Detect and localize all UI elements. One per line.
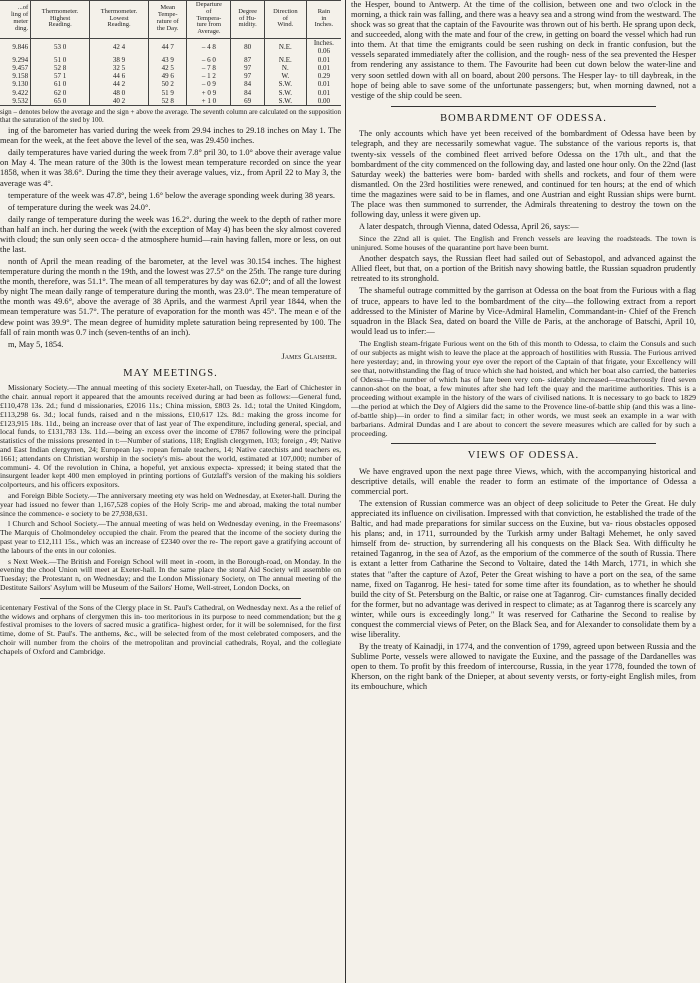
paragraph: of temperature during the week was 24.0°. bbox=[8, 202, 151, 212]
table-cell: 69 bbox=[231, 97, 265, 106]
table-row bbox=[0, 64, 341, 72]
column-rule bbox=[345, 0, 346, 983]
table-cell: 49 6 bbox=[148, 72, 186, 80]
table-cell: 48 0 bbox=[90, 89, 149, 97]
left-column bbox=[0, 0, 341, 983]
section-divider bbox=[391, 106, 656, 107]
weather-note: sign – denotes below the average and the sign + above the average. The seventh column are calculated on the supposition that the saturation of the sted by 100. bbox=[0, 108, 341, 125]
may-meetings-text bbox=[0, 384, 341, 592]
may-meetings-heading: MAY MEETINGS. bbox=[123, 367, 218, 379]
paragraph: s Next Week.—The British and Foreign School will meet in -room, in the Borough-road, on Monday. In the evening the chool Union will meet at Exeter-hall. In the same place the storal Aid Society will assemble on Tuesday; the Protestant n, on Wednesday; and the London Missionary Society, on The annual meeting of the Destitute Sailors' Asylum will be Museum of the Sailors' Home, Well-street, London Docks, on bbox=[0, 556, 341, 592]
table-row bbox=[0, 39, 341, 56]
table-cell: 0.01 bbox=[306, 64, 341, 72]
table-cell: W. bbox=[264, 72, 306, 80]
section-divider bbox=[391, 443, 656, 444]
paragraph: The only accounts which have yet been received of the bombardment of Odessa have been by telegraph, and they are necessarily somewhat vague. The substance of the various reports is, that twenty-six vessels of the combined fleet arrived before Odessa on the 17th ult., and that the bombardment of the city commenced on the following day, and lasted one hour only. On the 22nd (last Saturday week) the batteries were bom- barded with shells and rockets, and four of them were dismantled. On the 23rd hostilities were renewed, and continued for ten hours; at the end of which time the magazines were said to be in flames, and one Austrian and eight Russian ships were burnt. The place was then summoned to surrender, the Admirals threatening to destroy the town on the following day, unless it were given up. bbox=[351, 129, 696, 219]
paragraph: l Church and School Society.—The annual meeting of was held on Wednesday evening, in the Freemasons' The Marquis of Cholmondeley occupied the chair. From the peared that the income of the society during the past year to £12,111 15s., which was an increase of £2340 over the re- The report gave a gratifying account of the labours of the ents in our colonies. bbox=[0, 519, 341, 555]
table-cell: 0.01 bbox=[306, 89, 341, 97]
odessa-heading: BOMBARDMENT OF ODESSA. bbox=[440, 112, 607, 124]
paragraph: Missionary Society.—The annual meeting of this society Exeter-hall, on Tuesday, the Earl of Chichester in the chair. annual report it appeared that the amounts received during ar had been as follows:—General fund, £110,478 13s. 2d.; fund d missionaries, £2016 11s.; China mission, £803 2s. 1d.; total the United Kingdom, £113,298 6s. 3d.; local funds, raised and n the missions, £10,617 12s. 8d.: making the gross income for £123,915 18s. 11d., being an increase over that of last year of The expenditure, including general, special, and local funds, to £131,783 13s. 11d.—being an excess over the income of £7867 following were the principal statistics of the missions presented in t:—Number of stations, 118; English clergymen, 103; foreign , 49; Native and East Indian clergymen, 24; European lay- ropean female teachers, 14; Native catechists and teachers es, 1661; attendants on Christian worship in the society's mis- about the world, estimated at 107,000; number of communi- 4. Of the revolution in China, a hopeful, yet anxious expecta- xpressed; it being stated that the insurgent leader kept 400 men employed in printing portions of Gutzlaff's version of the making his soldiers colporteurs, and his officers expositors. bbox=[0, 383, 341, 490]
views-heading: VIEWS OF ODESSA. bbox=[467, 450, 580, 462]
paragraph: The shameful outrage committed by the garrison at Odessa on the boat from the Furious with a flag of truce, appears to have led to the bombardment of the city—the following extract from a report addressed to the Minister of Marine by Vice-Admiral Hamelin, Commandant-in- Chief of the French squadron in the Black Sea, dated on board the Ville de Paris, at the anchorage of Batschi, April 10, would lead us to infer:— bbox=[351, 286, 696, 336]
table-cell: 97 bbox=[231, 72, 265, 80]
table-cell: 65 0 bbox=[31, 97, 90, 106]
table-cell: N.E. bbox=[264, 39, 306, 56]
right-column bbox=[351, 0, 696, 983]
table-cell: 38 9 bbox=[90, 56, 149, 64]
weather-report bbox=[0, 126, 341, 350]
table-cell: S.W. bbox=[264, 97, 306, 106]
table-cell: 42 4 bbox=[90, 39, 149, 56]
table-cell: 50 2 bbox=[148, 80, 186, 88]
views-text bbox=[351, 467, 696, 693]
table-row bbox=[0, 56, 341, 64]
table-cell: 51 0 bbox=[31, 56, 90, 64]
odessa-text bbox=[351, 129, 696, 232]
table-cell: 0.01 bbox=[306, 80, 341, 88]
table-cell: 9.532 bbox=[0, 97, 31, 106]
table-cell: 52 8 bbox=[31, 64, 90, 72]
paragraph: We have engraved upon the next page three Views, which, with the accompanying historical and descriptive details, will enable the reader to form an estimate of the importance of Odessa a commercial port. bbox=[351, 466, 696, 496]
paragraph: nonth of April the mean reading of the barometer, at the level was 30.154 inches. The highest temperature during the month n the 19th, and the lowest was 27.5° on the 25th. The range ture during the month, therefore, was 51.1°. The mean of all temperatures by day was 62.0°; and of all the lowest by night The mean daily range of temperature during the month, was 23.0°. The mean temperature of the month was 49.6°, above the average of 38 Aprils, and the warmest April year 1844, when the mean temperature was 51.7°. The perature of evaporation for the month was 45°. The mean e of the dew point was 39.9°. The mean degree of humidity mplete saturation being represented by 100. The fall of rain month was 0.7 inch (seven-tenths of an inch). bbox=[0, 257, 341, 337]
table-cell: 9.422 bbox=[12, 88, 29, 97]
paragraph: m, May 5, 1854. bbox=[8, 339, 64, 349]
table-cell: 61 0 bbox=[31, 80, 90, 88]
odessa-text-2 bbox=[351, 254, 696, 337]
paragraph: ing of the barometer has varied during the week from 29.94 inches to 29.18 inches on May 1. The mean for the week, at the feet above the level of the sea, was 29.450 inches. bbox=[0, 126, 341, 146]
table-row bbox=[0, 89, 341, 97]
weather-header: Rain in Inches. bbox=[306, 1, 341, 39]
table-cell: N.E. bbox=[264, 56, 306, 64]
paragraph: By the treaty of Kainadji, in 1774, and the convention of 1799, agreed upon between Russia and the Sublime Porte, vessels were allowed to navigate the Euxine, and the passage of the Dardanelles was open to them. To profit by this freedom of intercourse, Russia, in the year 1778, founded the town of Kherson, on the right bank of the Dnieper, at about seventy versts, or forty-eight English miles, from its embouchure, which bbox=[351, 642, 696, 692]
table-cell: 80 bbox=[231, 39, 265, 56]
paragraph: and Foreign Bible Society.—The anniversary meeting ety was held on Wednesday, at Exeter-hall. During the year had issued no fewer than 1,167,528 copies of the Holy Scrip- me and abroad, making the total number since the commence- e society to be 27,938,631. bbox=[0, 491, 341, 518]
signature: James Glaisher. bbox=[281, 351, 337, 361]
table-cell: 57 1 bbox=[31, 72, 90, 80]
weather-header: Degree of Hu- midity. bbox=[231, 1, 265, 39]
table-cell: 9.158 bbox=[12, 72, 29, 81]
paragraph: daily temperatures have varied during the week from 7.8° pril 30, to 1.0° above their average value on May 4. The mean rature of the 30th is the lowest mean temperature recorded on since the year 1858, when it was 38.6°. During the time they their average values, viz., from April 22 to May 3, the average was 4°. bbox=[0, 148, 341, 188]
table-cell: 42 5 bbox=[148, 64, 186, 72]
table-cell: 44 7 bbox=[148, 39, 186, 56]
weather-header: Thermometer. Highest Reading. bbox=[31, 1, 90, 39]
weather-table bbox=[0, 0, 341, 106]
table-cell: 44 2 bbox=[90, 80, 149, 88]
table-cell: 0.01 bbox=[306, 56, 341, 64]
table-cell: + 1 0 bbox=[187, 97, 231, 106]
table-cell: – 1 2 bbox=[187, 72, 231, 80]
collision-report: the Hesper, bound to Antwerp. At the time of the collision, between one and two o'clock in the morning, a thick rain was falling, and there was a heavy sea and a strong wind from the westward. The shock was so great that the captain of the Favourite was thrown out of his berth. He sprang upon deck, and succeeded, along with the mate and four of the crew, in getting on board the vessel which had run into them. At that time the emigrants could be seen rushing on deck in frantic confusion, but the vessels separated immediately after the collision, and the rough- ness of the sea prevented the Hesper from rendering any assistance to them. The Favourite had been cut down below the water-line and very soon settled down with all on board, about 200 persons. The Hesper lay- to till daybreak, in the hope of being able to save some of the unfortunate passengers; but, when morning dawned, not a vestige of the ship could be seen. bbox=[351, 0, 696, 100]
table-cell: 97 bbox=[231, 64, 265, 72]
table-cell: 53 0 bbox=[31, 39, 90, 56]
table-cell: – 4 8 bbox=[187, 39, 231, 56]
table-cell: Inches. 0.06 bbox=[306, 39, 341, 56]
table-row bbox=[0, 80, 341, 88]
table-cell: – 6 0 bbox=[187, 56, 231, 64]
hamelin-report-quote: The English steam-frigate Furious went on the 6th of this month to Odessa, to claim the Consuls and such of our subjects as might wish to leave the place at the approach of hostilities with Russia. The Furious arrived here yesterday; and, in throwing your eye over the report of the Captain of that frigate, your Excellency will see that, notwithstanding the flag of truce which she had hoisted, and which her boat also carried, the batteries of Odessa—the number of which has of late been very con- siderably increased—treacherously fired seven cannon-shot on the boat, a few minutes after she had left the quay and the maritime authorities. This is a proceeding without example in the history of the wars of civilised nations. It is necessary to go back to 1829—the period at which the Dey of Algiers did the same to the Provence line-of-battle ship (and this was a line-of-battle ship)—in order to find a similar fact; in other words, we must seek an example in a war with barbarians. Admiral Dundas and I are about to concert the severe measures which are called for by such a proceeding. bbox=[351, 338, 696, 439]
table-cell: 84 bbox=[231, 89, 265, 97]
table-cell: 52 8 bbox=[148, 97, 186, 106]
table-cell: 40 2 bbox=[90, 97, 149, 106]
table-cell: 9.457 bbox=[12, 63, 29, 72]
bicentenary-festival-text: icentenary Festival of the Sons of the Clergy place in St. Paul's Cathedral, on Wednesday next. As a the relief of the widows and orphans of clergymen this in- too meritorious in its purpose to need commendation; but the g festival promises to the lovers of sacred music a gratifica- highest order, for it will be solemnised, for the first time, dome of St. Paul's. The anthems, &c., will be selected from of the most celebrated composers, and the choir will number from the choirs of the metropolitan and provincial cathedrals, Royal, and the collegiate chapels of Oxford and Cambridge. bbox=[0, 602, 341, 656]
weather-header: Departure of Tempera- ture from Average. bbox=[187, 1, 231, 39]
table-cell: 9.130 bbox=[12, 80, 29, 89]
table-cell: 62 0 bbox=[31, 89, 90, 97]
paragraph: daily range of temperature during the week was 16.2°. during the week to the depth of rather more than half an inch. her during the week (with the exception of May 4) has been the sky almost covered with cloud; the sun only seen occa- d the atmosphere humid—rain having fallen, more or less, on out the last. bbox=[0, 214, 341, 255]
paragraph: Another despatch says, the Russian fleet had sailed out of Sebastopol, and advanced against the Allied fleet, but that, on a portion of the British navy showing battle, the Russian squadron prudently retreated to its stronghold. bbox=[351, 254, 696, 284]
section-divider bbox=[40, 598, 301, 599]
table-cell: S.W. bbox=[264, 89, 306, 97]
weather-header: Thermometer. Lowest Reading. bbox=[90, 1, 149, 39]
paragraph: temperature of the week was 47.8°, being 1.6° below the average sponding week during 38 years. bbox=[8, 190, 335, 200]
weather-header: Direction of Wind. bbox=[264, 1, 306, 39]
table-cell: 43 9 bbox=[148, 56, 186, 64]
table-cell: 32 5 bbox=[90, 64, 149, 72]
table-cell: + 0 9 bbox=[187, 89, 231, 97]
odessa-quote: Since the 22nd all is quiet. The English and French vessels are leaving the roadsteads. The town is uninjured. Some houses of the quarantine port have been burnt. bbox=[351, 234, 696, 253]
table-cell: 44 6 bbox=[90, 72, 149, 80]
table-cell: N. bbox=[264, 64, 306, 72]
table-cell: 51 9 bbox=[148, 89, 186, 97]
paragraph: The extension of Russian commerce was an object of deep solicitude to Peter the Great. He duly appreciated its influence on civilisation. Impressed with that conviction, he established the trade of the Baltic, and had made preparations for similar success on the Euxine, but va- rious obstacles opposed his plans; and, in 1711, surrounded by the Turkish army under Baltagi Mehemet, he only saved himself from de- struction, by surrendering all his conquests on the Black Sea. With difficulty he retained Taganrog, in the sea of Azof, as the emporium of the commerce of the south of Russia. There is extant a letter from Catharine the Second to Voltaire, dated the 14th March, 1771, in which she states that "after the capture of Azof, Peter the Great wishing to have a port on the sea, of the same name, fixed on Taganrog. He hesi- tated for some time after its foundation, as to whether he should build the city of St. Petersburg on the Baltic, or raise one at Taganrog. Cir- cumstances finally decided for the former, but no advantage was derived in respect to climate; as at Taganrog there is scarcely any winter, while ours is exceedingly long." It was reserved for Catharine the Second to realise by conquest the commercial views of Peter, on the Black Sea, and for Alexander to consolidate them by a wise liberality. bbox=[351, 499, 696, 640]
table-row bbox=[0, 72, 341, 80]
table-cell: 9.294 bbox=[12, 55, 29, 64]
table-cell: – 0 9 bbox=[187, 80, 231, 88]
table-cell: 9.846 bbox=[12, 43, 29, 52]
weather-header: Mean Tempe- rature of the Day. bbox=[148, 1, 186, 39]
table-cell: 87 bbox=[231, 56, 265, 64]
table-cell: 0.29 bbox=[306, 72, 341, 80]
table-cell: 84 bbox=[231, 80, 265, 88]
table-cell: – 7 8 bbox=[187, 64, 231, 72]
paragraph: A later despatch, through Vienna, dated Odessa, April 26, says:— bbox=[359, 222, 579, 232]
table-cell: 0.00 bbox=[306, 97, 341, 106]
weather-header: ...of ling of meter ding. bbox=[0, 1, 31, 39]
table-cell: S.W. bbox=[264, 80, 306, 88]
table-row bbox=[0, 97, 341, 106]
